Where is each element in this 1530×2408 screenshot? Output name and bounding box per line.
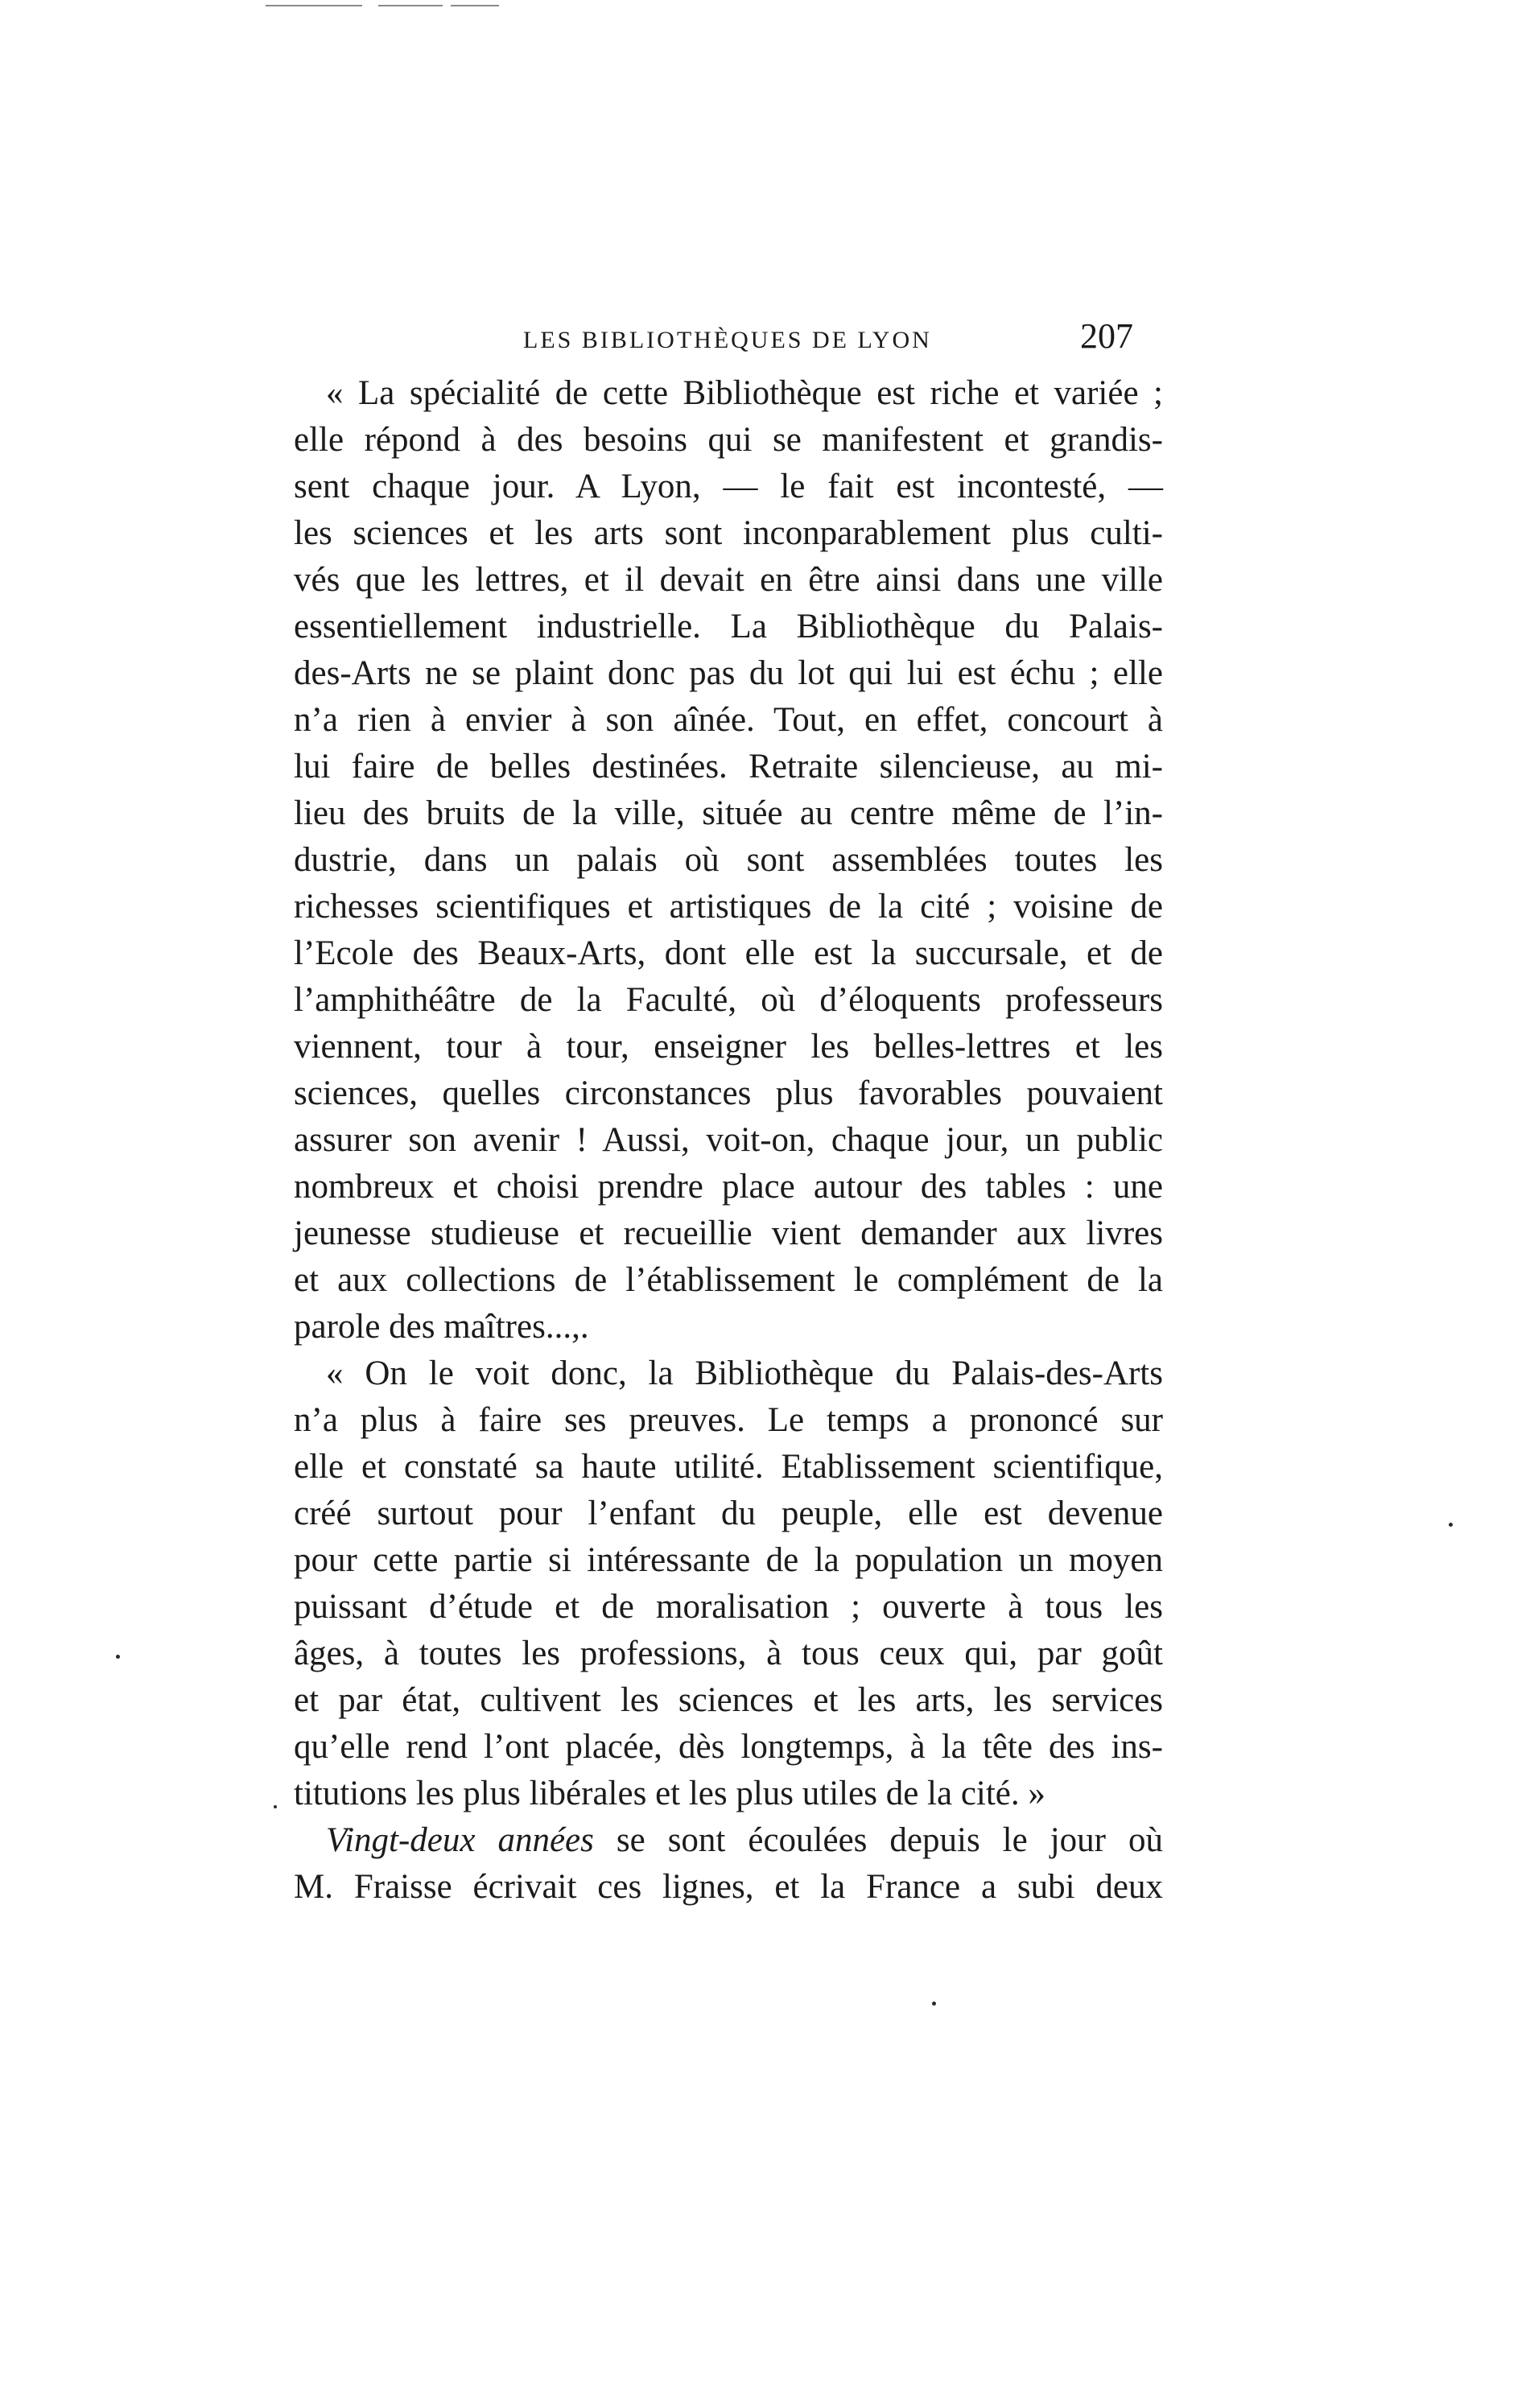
- text-line: l’Ecole des Beaux-Arts, dont elle est la succursale, et de: [294, 934, 1163, 972]
- text-line: n’a rien à envier à son aînée. Tout, en effet, concourt à: [294, 701, 1163, 739]
- scan-artifact-line: [378, 5, 443, 6]
- text-line: puissant d’étude et de moralisation ; ouverte à tous les: [294, 1588, 1163, 1626]
- page-header: [0, 315, 1530, 364]
- scan-speck: [1449, 1523, 1453, 1527]
- scan-speck: [274, 1805, 277, 1808]
- text-line: parole des maîtres...,.: [294, 1308, 589, 1346]
- scan-speck: [932, 2002, 936, 2006]
- text-line: des-Arts ne se plaint donc pas du lot qui lui est échu ; elle: [294, 654, 1163, 692]
- text-line: âges, à toutes les professions, à tous ceux qui, par goût: [294, 1635, 1163, 1672]
- text-fragment: se sont écoulées depuis le jour où: [593, 1821, 1163, 1859]
- scan-artifact-line: [451, 5, 499, 6]
- text-line: et aux collections de l’établissement le complément de la: [294, 1261, 1163, 1299]
- text-line: sciences, quelles circonstances plus favorables pouvaient: [294, 1074, 1163, 1112]
- text-line: vés que les lettres, et il devait en être ainsi dans une ville: [294, 561, 1163, 599]
- text-line: [294, 1817, 1163, 1864]
- text-line: sent chaque jour. A Lyon, — le fait est incontesté, —: [294, 468, 1163, 505]
- body-text: [294, 370, 1163, 1911]
- running-title: LES BIBLIOTHÈQUES DE LYON: [523, 327, 932, 353]
- text-line: pour cette partie si intéressante de la population un moyen: [294, 1541, 1163, 1579]
- text-line: l’amphithéâtre de la Faculté, où d’éloquents professeurs: [294, 981, 1163, 1019]
- text-line: nombreux et choisi prendre place autour des tables : une: [294, 1168, 1163, 1206]
- text-line: lieu des bruits de la ville, située au centre même de l’in-: [294, 794, 1163, 832]
- text-line: essentiellement industrielle. La Bibliothèque du Palais-: [294, 608, 1163, 645]
- text-line: viennent, tour à tour, enseigner les belles-lettres et les: [294, 1028, 1163, 1066]
- text-line: jeunesse studieuse et recueillie vient demander aux livres: [294, 1214, 1163, 1252]
- text-line: « La spécialité de cette Bibliothèque est riche et variée ;: [326, 374, 1163, 412]
- text-line: elle et constaté sa haute utilité. Etablissement scientifique,: [294, 1448, 1163, 1486]
- text-line: « On le voit donc, la Bibliothèque du Palais-des-Arts: [326, 1354, 1163, 1392]
- text-line: les sciences et les arts sont inconparablement plus culti-: [294, 514, 1163, 552]
- page-number: 207: [1080, 316, 1133, 356]
- text-line: titutions les plus libérales et les plus utiles de la cité. »: [294, 1775, 1045, 1812]
- text-line: qu’elle rend l’ont placée, dès longtemps, à la tête des ins-: [294, 1728, 1163, 1766]
- text-line: créé surtout pour l’enfant du peuple, elle est devenue: [294, 1495, 1163, 1532]
- text-line: n’a plus à faire ses preuves. Le temps a prononcé sur: [294, 1401, 1163, 1439]
- text-line: et par état, cultivent les sciences et les arts, les services: [294, 1681, 1163, 1719]
- scan-speck: [116, 1655, 120, 1659]
- italic-phrase: Vingt-deux années: [326, 1821, 594, 1859]
- text-line: M. Fraisse écrivait ces lignes, et la France a subi deux: [294, 1868, 1163, 1906]
- text-line: richesses scientifiques et artistiques de la cité ; voisine de: [294, 888, 1163, 926]
- scan-artifact-line: [266, 5, 362, 6]
- text-line: dustrie, dans un palais où sont assemblées toutes les: [294, 841, 1163, 879]
- text-line: assurer son avenir ! Aussi, voit-on, chaque jour, un public: [294, 1121, 1163, 1159]
- text-line: lui faire de belles destinées. Retraite silencieuse, au mi-: [294, 748, 1163, 785]
- text-line: elle répond à des besoins qui se manifestent et grandis-: [294, 421, 1163, 459]
